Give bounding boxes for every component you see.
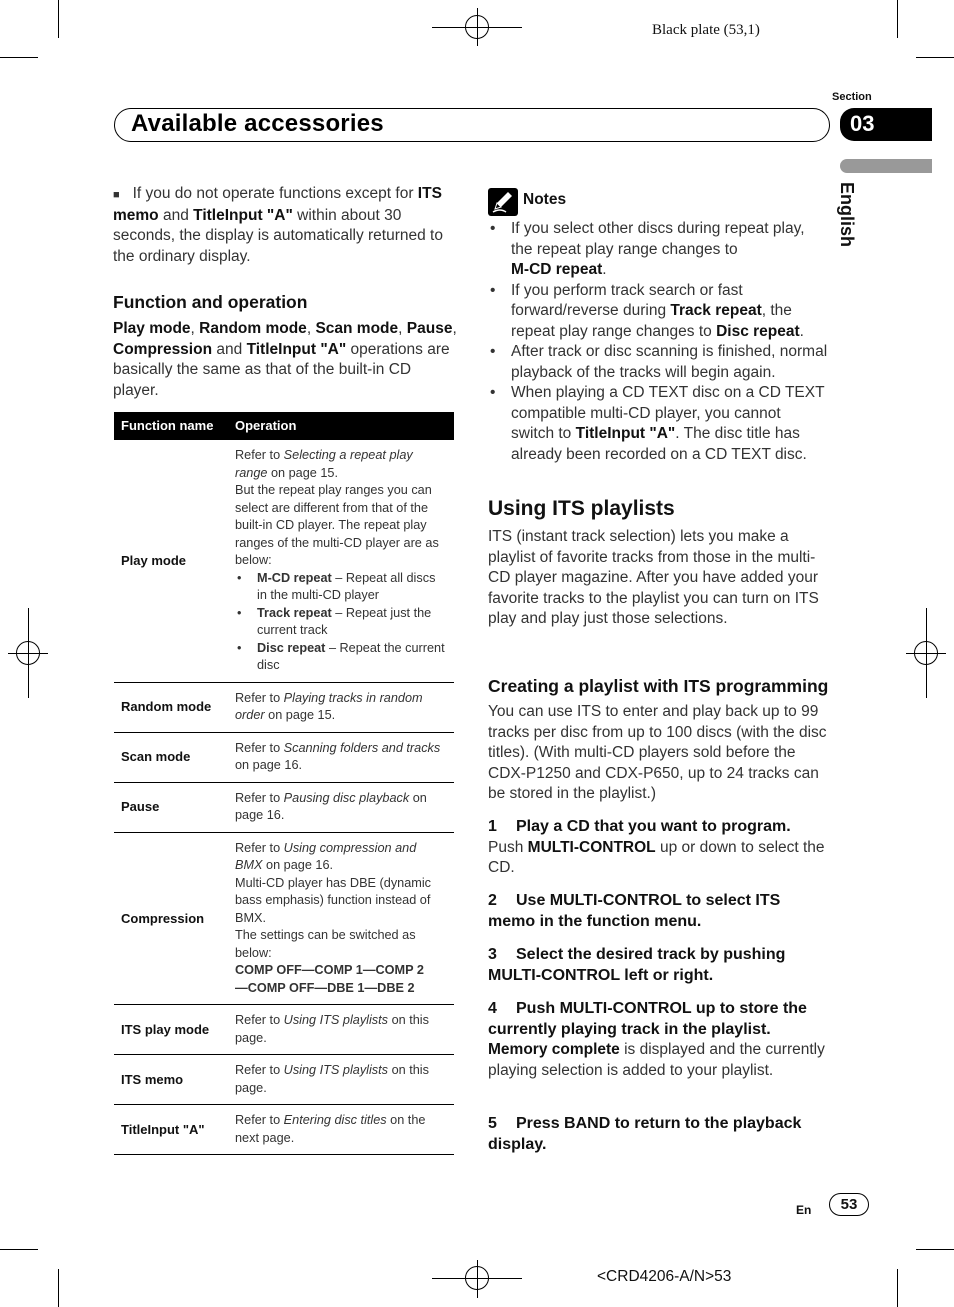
registration-mark xyxy=(914,641,938,665)
list-item: • Disc repeat – Repeat the current disc xyxy=(235,640,447,675)
operation-cell: Refer to Playing tracks in random order on page 15. xyxy=(228,682,454,732)
function-name: Compression xyxy=(114,832,228,1005)
function-name: Play mode xyxy=(114,440,228,682)
its-paragraph: ITS (instant track selection) lets you make a playlist of favorite tracks from those in the multi-CD player magazine. After you have added your favorite tracks to the playlist you can turn on ITS play and play just those selections. xyxy=(488,528,819,627)
operation-cell: Refer to Selecting a repeat play range on page 15. But the repeat play ranges you can select are different from that of the built-in CD player. The repeat play ranges of the multi-CD player are as below: • M-CD repeat – Repeat all discs in the multi-CD player • Track repeat – Repeat just the current track • Disc repeat – Repeat the current disc xyxy=(228,440,454,682)
create-playlist-paragraph: You can use ITS to enter and play back up to 99 tracks per disc from up to 100 discs (with the disc titles). (With multi-CD players sold before the CDX-P1250 and CDX-P650, up to 24 tracks can be stored in the playlist.) xyxy=(488,703,827,802)
column-header: Operation xyxy=(228,412,454,440)
table-row xyxy=(114,1005,454,1055)
notes-heading: Notes xyxy=(523,191,567,208)
language-tab xyxy=(840,159,932,173)
pencil-icon xyxy=(488,188,518,216)
step-1: 1 Play a CD that you want to program. Push MULTI-CONTROL up or down to select the CD. xyxy=(488,818,825,876)
operation-cell: Refer to Pausing disc playback on page 16. xyxy=(228,782,454,832)
operation-cell: Refer to Using compression and BMX on page 16. Multi-CD player has DBE (dynamic bass emphasis) function instead of BMX. The settings can be switched as below: COMP OFF—COMP 1—COMP 2 —COMP OFF—DBE 1—DBE 2 xyxy=(228,832,454,1005)
intro-paragraph: ■ If you do not operate functions except for ITS memo and TitleInput "A" within about 30 seconds, the display is automatically returned to the ordinary display. xyxy=(113,185,443,265)
step-2: 2 Use MULTI-CONTROL to select ITS memo in the function menu. xyxy=(488,892,781,930)
registration-mark xyxy=(16,641,40,665)
repeat-range-list xyxy=(235,570,447,675)
language-code: En xyxy=(796,1203,812,1217)
function-name: ITS memo xyxy=(114,1055,228,1105)
step-4: 4 Push MULTI-CONTROL up to store the currently playing track in the playlist. Memory complete is displayed and the currently playing selection is added to your playlist. xyxy=(488,1000,825,1079)
square-bullet-icon: ■ xyxy=(113,189,120,201)
list-item: • When playing a CD TEXT disc on a CD TEXT compatible multi-CD player, you cannot switch to TitleInput "A". The disc title has already been recorded on a CD TEXT disc. xyxy=(488,383,828,465)
notes-list xyxy=(488,219,828,465)
table-row xyxy=(114,832,454,1005)
crop-mark xyxy=(916,57,954,58)
language-label: English xyxy=(837,182,857,248)
crop-mark xyxy=(897,0,898,38)
column-header: Function name xyxy=(114,412,228,440)
function-name: Scan mode xyxy=(114,732,228,782)
list-item: • M-CD repeat – Repeat all discs in the multi-CD player xyxy=(235,570,447,605)
step-5: 5 Press BAND to return to the playback display. xyxy=(488,1115,802,1153)
table-row xyxy=(114,682,454,732)
black-plate-label: Black plate (53,1) xyxy=(652,22,760,38)
crop-mark xyxy=(58,0,59,38)
table-row xyxy=(114,732,454,782)
list-item: • If you select other discs during repeat play, the repeat play range changes to M-CD repeat. xyxy=(488,219,828,281)
table-row xyxy=(114,1055,454,1105)
section-label: Section xyxy=(832,91,872,103)
function-table xyxy=(114,412,454,1155)
crop-mark xyxy=(0,57,38,58)
page-number: 53 xyxy=(829,1193,869,1216)
registration-mark xyxy=(465,15,489,39)
operation-cell: Refer to Entering disc titles on the next page. xyxy=(228,1105,454,1155)
page-title: Available accessories xyxy=(131,110,384,137)
crop-mark xyxy=(58,1269,59,1307)
create-playlist-heading: Creating a playlist with ITS programming xyxy=(488,676,829,696)
its-heading: Using ITS playlists xyxy=(488,497,675,520)
list-item: • If you perform track search or fast forward/reverse during Track repeat, the repeat play range changes to Disc repeat. xyxy=(488,281,828,343)
function-name: Pause xyxy=(114,782,228,832)
step-3: 3 Select the desired track by pushing MULTI-CONTROL left or right. xyxy=(488,946,786,984)
function-heading: Function and operation xyxy=(113,292,308,312)
function-paragraph: Play mode, Random mode, Scan mode, Pause, Compression and TitleInput "A" operations are basically the same as that of the built-in CD player. xyxy=(113,320,457,399)
operation-cell: Refer to Using ITS playlists on this page. xyxy=(228,1005,454,1055)
registration-mark xyxy=(465,1266,489,1290)
table-row xyxy=(114,440,454,682)
operation-cell: Refer to Scanning folders and tracks on page 16. xyxy=(228,732,454,782)
table-header-row xyxy=(114,412,454,440)
function-name: Random mode xyxy=(114,682,228,732)
document-code: <CRD4206-A/N>53 xyxy=(597,1268,732,1285)
crop-mark xyxy=(0,1249,38,1250)
crop-mark xyxy=(897,1269,898,1307)
table-row xyxy=(114,782,454,832)
operation-cell: Refer to Using ITS playlists on this page. xyxy=(228,1055,454,1105)
table-row xyxy=(114,1105,454,1155)
crop-mark xyxy=(916,1249,954,1250)
list-item: • After track or disc scanning is finished, normal playback of the tracks will begin again. xyxy=(488,342,828,383)
function-name: TitleInput "A" xyxy=(114,1105,228,1155)
list-item: • Track repeat – Repeat just the current track xyxy=(235,605,447,640)
function-name: ITS play mode xyxy=(114,1005,228,1055)
section-number: 03 xyxy=(840,108,932,141)
